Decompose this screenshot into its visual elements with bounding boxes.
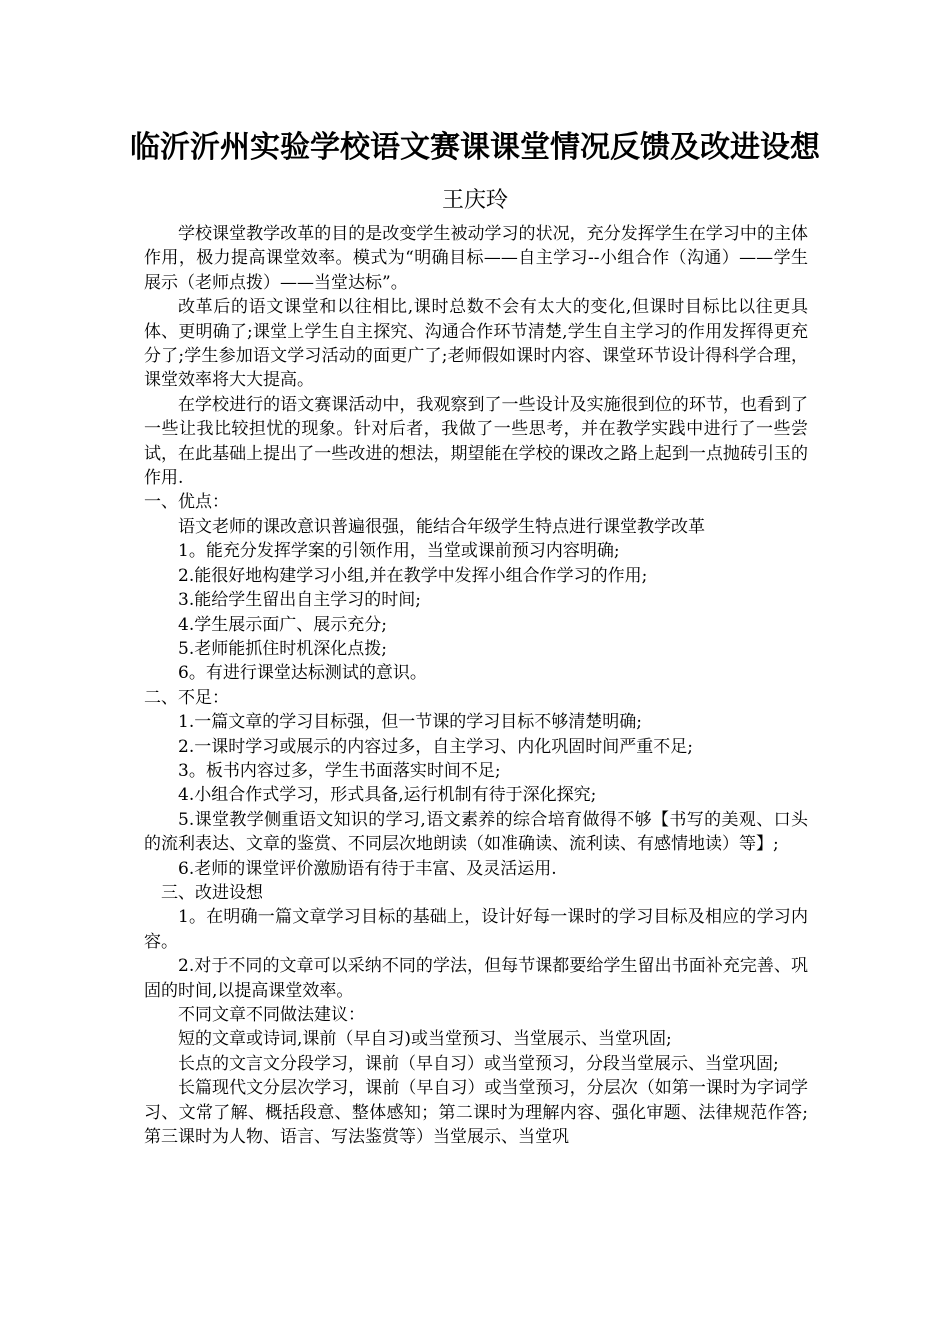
strength-item: 2.能很好地构建学习小组,并在教学中发挥小组合作学习的作用; xyxy=(178,565,648,586)
weakness-item: 5.课堂教学侧重语文知识的学习,语文素养的综合培育做得不够【书写的美观、口头的流利表达、文章的鉴赏、不同层次地朗读（如准确读、流利读、有感情地读）等】; xyxy=(144,809,808,855)
document-title: 临沂沂州实验学校语文赛课课堂情况反馈及改进设想 xyxy=(130,130,820,165)
weakness-item: 6.老师的课堂评价激励语有待于丰富、及灵活运用. xyxy=(178,858,557,879)
section-heading-weaknesses: 二、不足： xyxy=(144,687,229,708)
weakness-item: 4.小组合作式学习，形式具备,运行机制有待于深化探究; xyxy=(178,785,597,806)
weakness-item: 3。板书内容过多，学生书面落实时间不足; xyxy=(178,760,501,781)
intro-paragraph-1: 学校课堂教学改革的目的是改变学生被动学习的状况，充分发挥学生在学习中的主体作用，极力提高课堂效率。模式为“明确目标——自主学习--小组合作（沟通）——学生展示（老师点拨）——当堂达标”。 xyxy=(144,224,808,293)
author-name: 王庆玲 xyxy=(441,188,508,213)
strengths-summary: 语文老师的课改意识普遍很强，能结合年级学生特点进行课堂教学改革 xyxy=(178,516,705,537)
strength-item: 6。有进行课堂达标测试的意识。 xyxy=(178,663,427,684)
improvement-item: 长篇现代文分层次学习，课前（早自习）或当堂预习，分层次（如第一课时为字词学习、文常了解、概括段意、整体感知；第二课时为理解内容、强化审题、法律规范作答;第三课时为人物、语言、写法鉴赏等）当堂展示、当堂巩 xyxy=(144,1078,808,1148)
intro-paragraph-2: 改革后的语文课堂和以往相比,课时总数不会有太大的变化,但课时目标比以往更具体、更明确了;课堂上学生自主探究、沟通合作环节清楚,学生自主学习的作用发挥得更充分了;学生参加语文学习活动的面更广了;老师假如课时内容、课堂环节设计得科学合理，课堂效率将大大提高。 xyxy=(144,297,808,391)
improvement-item: 不同文章不同做法建议： xyxy=(178,1005,365,1025)
intro-paragraph-3: 在学校进行的语文赛课活动中，我观察到了一些设计及实施很到位的环节，也看到了一些让我比较担忧的现象。针对后者，我做了一些思考，并在教学实践中进行了一些尝试，在此基础上提出了一些改进的想法，期望能在学校的课改之路上起到一点抛砖引玉的作用. xyxy=(144,394,808,489)
strength-item: 4.学生展示面广、展示充分; xyxy=(178,614,387,635)
section-heading-improvements: 三、改进设想 xyxy=(161,882,263,903)
strength-item: 1。能充分发挥学案的引领作用，当堂或课前预习内容明确; xyxy=(178,541,620,562)
improvement-item: 2.对于不同的文章可以采纳不同的学法，但每节课都要给学生留出书面补充完善、巩固的时间,以提高课堂效率。 xyxy=(144,956,808,1001)
section-heading-strengths: 一、优点： xyxy=(144,492,229,513)
weakness-item: 1.一篇文章的学习目标强，但一节课的学习目标不够清楚明确; xyxy=(178,712,642,733)
document-body xyxy=(144,222,808,1149)
strength-item: 5.老师能抓住时机深化点拨; xyxy=(178,638,387,659)
improvement-item: 短的文章或诗词,课前（早自习)或当堂预习、当堂展示、当堂巩固; xyxy=(178,1029,672,1050)
strength-item: 3.能给学生留出自主学习的时间; xyxy=(178,590,421,611)
weakness-item: 2.一课时学习或展示的内容过多，自主学习、内化巩固时间严重不足; xyxy=(178,736,693,757)
improvement-item: 1。在明确一篇文章学习目标的基础上，设计好每一课时的学习目标及相应的学习内容。 xyxy=(144,907,808,952)
improvement-item: 长点的文言文分段学习，课前（早自习）或当堂预习，分段当堂展示、当堂巩固; xyxy=(178,1053,779,1074)
